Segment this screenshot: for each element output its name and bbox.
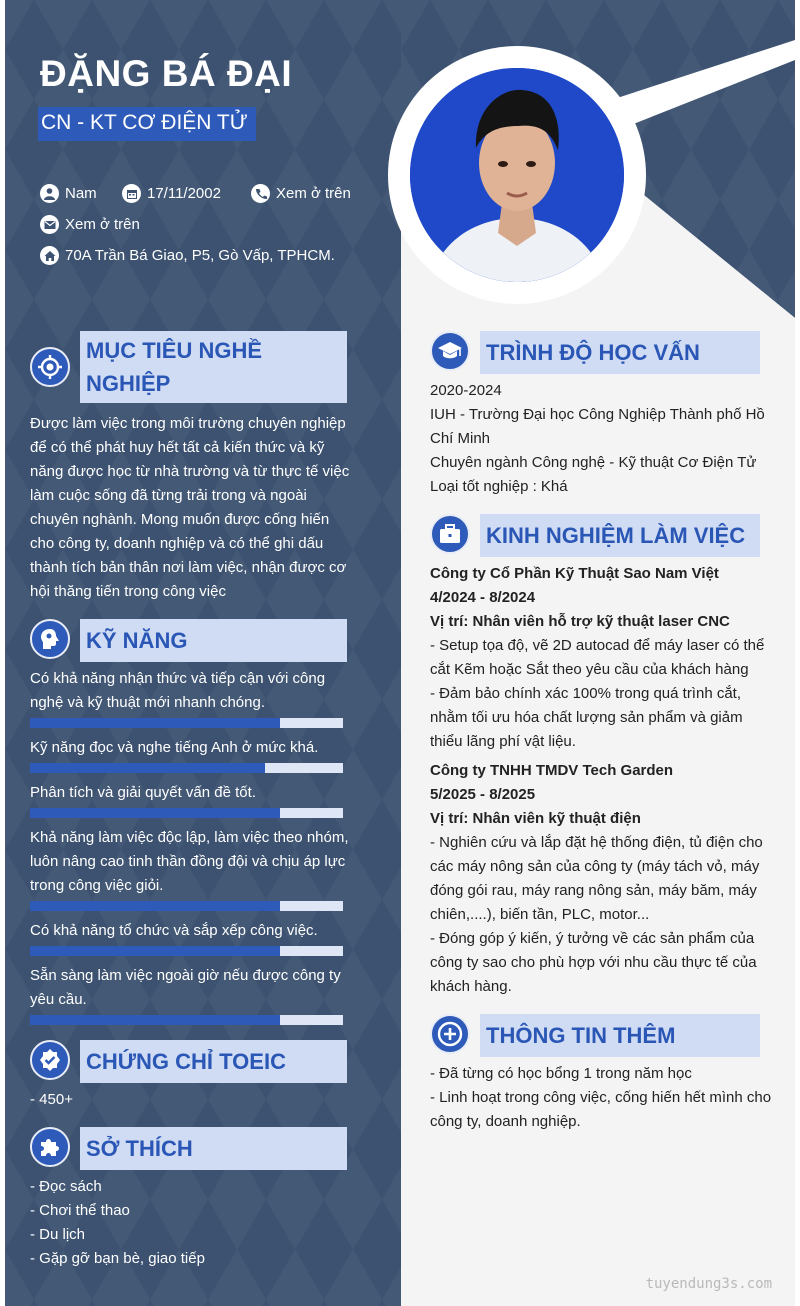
phone-value: Xem ở trên bbox=[276, 185, 351, 202]
extra-line: - Đã từng có học bổng 1 trong năm học bbox=[430, 1065, 692, 1082]
hobby-item: - Đọc sách bbox=[30, 1178, 102, 1195]
objective-title-line2: NGHIỆP bbox=[86, 371, 171, 396]
job-line: thiểu lãng phí vật liệu. bbox=[430, 733, 576, 750]
watermark: tuyendung3s.com bbox=[645, 1276, 772, 1292]
skill-text: Có khả năng nhận thức và tiếp cận với công bbox=[30, 670, 326, 687]
hobby-item: - Du lịch bbox=[30, 1226, 86, 1243]
job-line: chiên,....), biến tần, PLC, motor... bbox=[430, 906, 650, 923]
hobby-item: - Chơi thể thao bbox=[30, 1202, 130, 1219]
birthday-value: 17/11/2002 bbox=[147, 185, 221, 202]
objective-line: năng được học từ nhà trường và từ thực tế việc bbox=[30, 463, 350, 480]
gender-value: Nam bbox=[65, 185, 97, 202]
experience-job bbox=[430, 759, 775, 999]
job-company: Công ty Cổ Phần Kỹ Thuật Sao Nam Việt bbox=[430, 565, 719, 582]
hobbies-list bbox=[30, 1175, 205, 1271]
objective-line: chuyên nghành. Mong muốn được cống hiến bbox=[30, 511, 330, 528]
phone-icon bbox=[251, 184, 270, 203]
phone-line bbox=[251, 184, 351, 203]
calendar-icon bbox=[122, 184, 141, 203]
job-line: khách hàng. bbox=[430, 978, 512, 995]
skill-text: Có khả năng tổ chức và sắp xếp công việc. bbox=[30, 922, 318, 939]
education-line: Chí Minh bbox=[430, 430, 491, 447]
education-heading bbox=[430, 331, 760, 374]
candidate-major: CN - KT CƠ ĐIỆN TỬ bbox=[38, 107, 256, 141]
graduation-cap-icon bbox=[430, 331, 470, 371]
job-period: 5/2025 - 8/2025 bbox=[430, 786, 536, 803]
skill-text: nghệ và kỹ thuật mới nhanh chóng. bbox=[30, 694, 265, 711]
objective-heading bbox=[30, 331, 347, 403]
skill-text: yêu cầu. bbox=[30, 991, 87, 1008]
job-position: Vị trí: Nhân viên kỹ thuật điện bbox=[430, 810, 641, 827]
hobby-item: - Gặp gỡ bạn bè, giao tiếp bbox=[30, 1250, 205, 1267]
extra-line: công ty, doanh nghiệp. bbox=[430, 1113, 581, 1130]
email-line bbox=[40, 215, 140, 234]
job-line: - Đóng góp ý kiến, ý tưởng về các sản phẩm của bbox=[430, 930, 755, 947]
skill-text: Khả năng làm việc độc lập, làm việc theo nhóm, bbox=[30, 829, 349, 846]
education-line: Chuyên ngành Công nghệ - Kỹ thuật Cơ Điện Tử bbox=[430, 454, 757, 471]
person-icon bbox=[40, 184, 59, 203]
toeic-score: - 450+ bbox=[30, 1091, 73, 1108]
job-line: các máy nông sản của công ty (máy tách vỏ, máy bbox=[430, 858, 760, 875]
skill-item bbox=[30, 667, 356, 715]
skill-item bbox=[30, 736, 356, 760]
extra-line: - Linh hoạt trong công việc, cống hiến hết mình cho bbox=[430, 1089, 772, 1106]
badge-check-icon bbox=[30, 1040, 70, 1080]
extra-title: THÔNG TIN THÊM bbox=[480, 1014, 760, 1057]
job-line: công ty sao cho phù hợp với nhu cầu thực tế của bbox=[430, 954, 757, 971]
job-position: Vị trí: Nhân viên hỗ trợ kỹ thuật laser CNC bbox=[430, 613, 730, 630]
skill-text: luôn nâng cao tinh thần đồng đội và chịu áp lực bbox=[30, 853, 346, 870]
education-title: TRÌNH ĐỘ HỌC VẤN bbox=[480, 331, 760, 374]
skill-item bbox=[30, 964, 356, 1012]
objective-line: để có thể phát huy hết tất cả kiến thức và kỹ bbox=[30, 439, 325, 456]
gender-line bbox=[40, 184, 97, 203]
job-line: cắt Kẽm hoặc Sắt theo yêu cầu của khách hàng bbox=[430, 661, 749, 678]
skill-bar bbox=[30, 763, 343, 773]
candidate-name: ĐẶNG BÁ ĐẠI bbox=[40, 53, 293, 94]
objective-line: thành tích bản thân nơi làm việc, nhận được cơ bbox=[30, 559, 347, 576]
job-line: - Setup tọa độ, vẽ 2D autocad để máy laser có thể bbox=[430, 637, 765, 654]
extra-heading bbox=[430, 1014, 760, 1057]
skill-text: trong công việc giỏi. bbox=[30, 877, 164, 894]
skill-bar bbox=[30, 946, 343, 956]
objective-line: hội thăng tiến trong công việc bbox=[30, 583, 226, 600]
job-line: đóng gói rau, máy rang nông sản, máy băm, máy bbox=[430, 882, 757, 899]
education-line: 2020-2024 bbox=[430, 382, 502, 399]
email-value: Xem ở trên bbox=[65, 216, 140, 233]
head-brain-icon bbox=[30, 619, 70, 659]
job-line: - Nghiên cứu và lắp đặt hệ thống điện, tủ điện cho bbox=[430, 834, 763, 851]
hobbies-title: SỞ THÍCH bbox=[80, 1127, 347, 1170]
objective-text bbox=[30, 412, 356, 604]
objective-line: Được làm việc trong môi trường chuyên nghiệp bbox=[30, 415, 346, 432]
experience-job bbox=[430, 562, 775, 754]
skill-item bbox=[30, 919, 356, 943]
extra-text bbox=[430, 1062, 775, 1134]
objective-line: làm cuộc sống đã từng trải trong và ngoài bbox=[30, 487, 307, 504]
profile-photo bbox=[410, 68, 624, 282]
skill-item bbox=[30, 826, 356, 898]
envelope-icon bbox=[40, 215, 59, 234]
job-line: - Đảm bảo chính xác 100% trong quá trình cắt, bbox=[430, 685, 742, 702]
skills-heading bbox=[30, 619, 347, 662]
skill-text: Kỹ năng đọc và nghe tiếng Anh ở mức khá. bbox=[30, 739, 319, 756]
plus-circle-icon bbox=[430, 1014, 470, 1054]
home-icon bbox=[40, 246, 59, 265]
education-line: IUH - Trường Đại học Công Nghiệp Thành phố Hồ bbox=[430, 406, 765, 423]
puzzle-icon bbox=[30, 1127, 70, 1167]
objective-line: cho công ty, doanh nghiệp và có thể ghi dấu bbox=[30, 535, 324, 552]
birthday-line bbox=[122, 184, 221, 203]
hobbies-heading bbox=[30, 1127, 347, 1170]
address-value: 70A Trần Bá Giao, P5, Gò Vấp, TPHCM. bbox=[65, 247, 335, 264]
toeic-title: CHỨNG CHỈ TOEIC bbox=[80, 1040, 347, 1083]
address-line bbox=[40, 246, 335, 265]
target-icon bbox=[30, 347, 70, 387]
skill-bar bbox=[30, 901, 343, 911]
toeic-heading bbox=[30, 1040, 347, 1083]
job-company: Công ty TNHH TMDV Tech Garden bbox=[430, 762, 674, 779]
education-line: Loại tốt nghiệp : Khá bbox=[430, 478, 568, 495]
skills-title: KỸ NĂNG bbox=[80, 619, 347, 662]
skill-text: Phân tích và giải quyết vấn đề tốt. bbox=[30, 784, 256, 801]
experience-title: KINH NGHIỆM LÀM VIỆC bbox=[480, 514, 760, 557]
job-line: nhằm tối ưu hóa chất lượng sản phẩm và giảm bbox=[430, 709, 743, 726]
skill-bar bbox=[30, 718, 343, 728]
objective-title-line1: MỤC TIÊU NGHỀ bbox=[86, 338, 262, 363]
job-period: 4/2024 - 8/2024 bbox=[430, 589, 536, 606]
briefcase-icon bbox=[430, 514, 470, 554]
experience-heading bbox=[430, 514, 760, 557]
skill-bar bbox=[30, 1015, 343, 1025]
skill-text: Sẵn sàng làm việc ngoài giờ nếu được công ty bbox=[30, 967, 341, 984]
education-text bbox=[430, 379, 775, 499]
skill-bar bbox=[30, 808, 343, 818]
skill-item bbox=[30, 781, 356, 805]
